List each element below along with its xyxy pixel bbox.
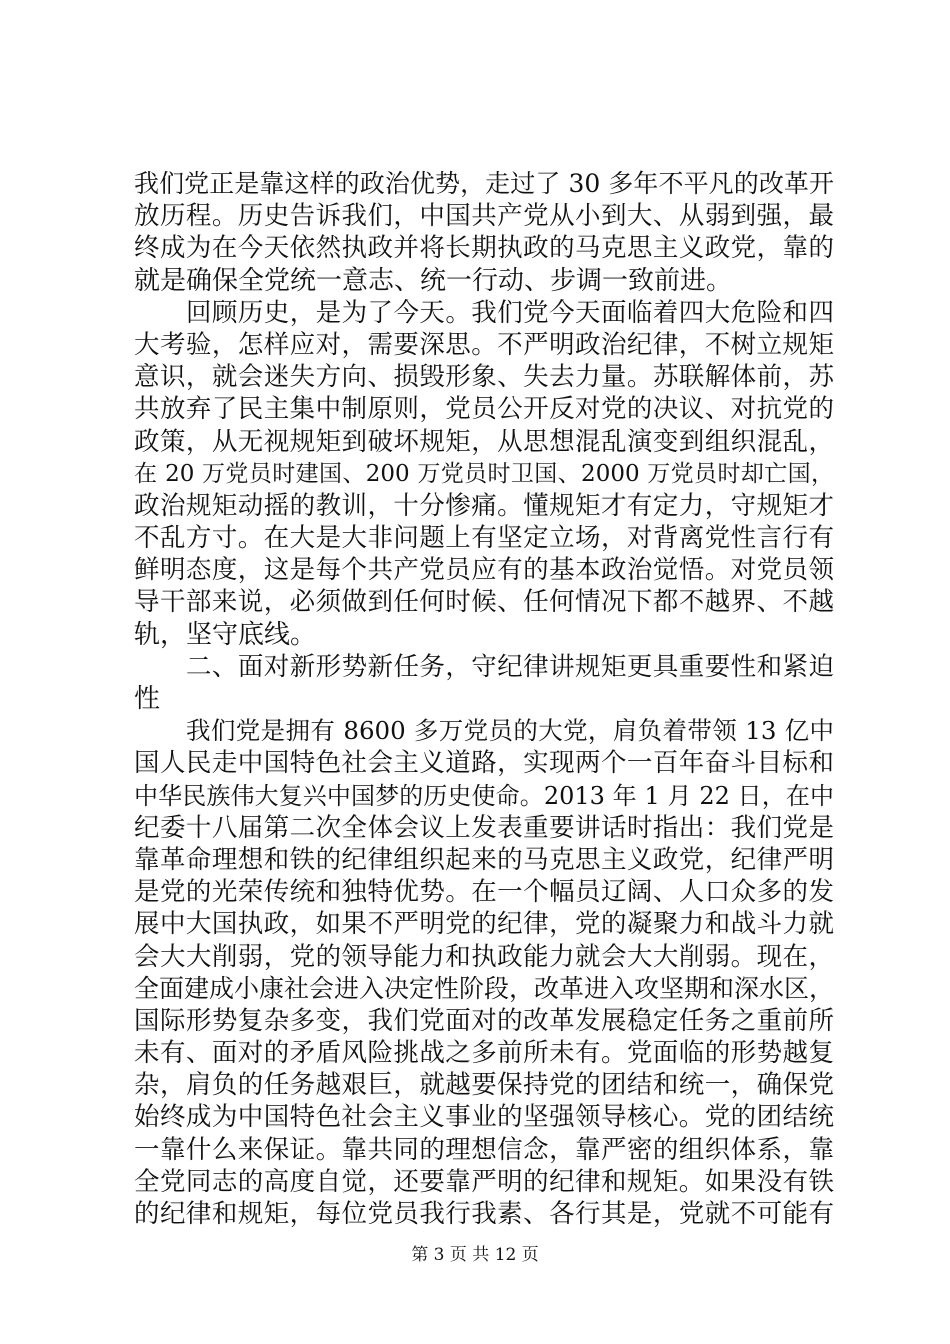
text-line: 国人民走中国特色社会主义道路，实现两个一百年奋斗目标和	[134, 748, 834, 779]
text-line: 意识，就会迷失方向、损毁形象、失去力量。苏联解体前，苏	[134, 362, 834, 393]
text-line: 我们党是拥有 8600 多万党员的大党，肩负着带领 13 亿中	[186, 716, 834, 746]
text-line: 鲜明态度，这是每个共产党员应有的基本政治觉悟。对党员领	[134, 555, 834, 586]
text-line: 会大大削弱，党的领导能力和执政能力就会大大削弱。现在，	[134, 941, 834, 972]
text-line: 共放弃了民主集中制原则，党员公开反对党的决议、对抗党的	[134, 394, 834, 425]
text-line: 全党同志的高度自觉，还要靠严明的纪律和规矩。如果没有铁	[134, 1166, 834, 1197]
text-line: 政策，从无视规矩到破坏规矩，从思想混乱演变到组织混乱，	[134, 426, 834, 457]
text-line: 就是确保全党统一意志、统一行动、步调一致前进。	[134, 265, 733, 296]
text-line: 我们党正是靠这样的政治优势，走过了 30 多年不平凡的改革开	[134, 169, 834, 198]
section-heading-line: 性	[134, 684, 161, 714]
text-line: 大考验，怎样应对，需要深思。不严明政治纪律，不树立规矩	[134, 329, 834, 360]
text-line: 靠革命理想和铁的纪律组织起来的马克思主义政党，纪律严明	[134, 844, 834, 875]
text-line: 的纪律和规矩，每位党员我行我素、各行其是，党就不可能有	[134, 1199, 834, 1229]
text-line: 终成为在今天依然执政并将长期执政的马克思主义政党，靠的	[134, 233, 834, 264]
text-line: 不乱方寸。在大是大非问题上有坚定立场，对背离党性言行有	[134, 523, 834, 554]
text-line: 中华民族伟大复兴中国梦的历史使命。2013 年 1 月 22 日，在中	[134, 781, 834, 810]
text-line: 国际形势复杂多变，我们党面对的改革发展稳定任务之重前所	[134, 1005, 834, 1036]
text-line: 杂，肩负的任务越艰巨，就越要保持党的团结和统一，确保党	[134, 1070, 834, 1101]
text-line: 纪委十八届第二次全体会议上发表重要讲话时指出：我们党是	[134, 812, 834, 843]
text-line: 轨，坚守底线。	[134, 619, 317, 650]
page-number-footer: 第 3 页 共 12 页	[411, 1245, 539, 1265]
text-line: 在 20 万党员时建国、200 万党员时卫国、2000 万党员时却亡国，	[134, 460, 834, 487]
text-line: 是党的光荣传统和独特优势。在一个幅员辽阔、人口众多的发	[134, 877, 834, 908]
text-line: 导干部来说，必须做到任何时候、任何情况下都不越界、不越	[134, 587, 834, 618]
text-line: 政治规矩动摇的教训，十分惨痛。懂规矩才有定力，守规矩才	[134, 490, 834, 521]
text-line: 展中大国执政，如果不严明党的纪律，党的凝聚力和战斗力就	[134, 909, 834, 940]
text-line: 回顾历史，是为了今天。我们党今天面临着四大危险和四	[186, 297, 834, 328]
text-line: 放历程。历史告诉我们，中国共产党从小到大、从弱到强，最	[134, 201, 834, 232]
text-line: 未有、面对的矛盾风险挑战之多前所未有。党面临的形势越复	[134, 1038, 834, 1069]
text-line: 一靠什么来保证。靠共同的理想信念，靠严密的组织体系，靠	[134, 1134, 834, 1165]
section-heading-line: 二、面对新形势新任务，守纪律讲规矩更具重要性和紧迫	[186, 651, 834, 682]
document-body	[134, 168, 834, 1230]
text-line: 始终成为中国特色社会主义事业的坚强领导核心。党的团结统	[134, 1102, 834, 1133]
text-line: 全面建成小康社会进入决定性阶段，改革进入攻坚期和深水区，	[134, 973, 835, 1003]
